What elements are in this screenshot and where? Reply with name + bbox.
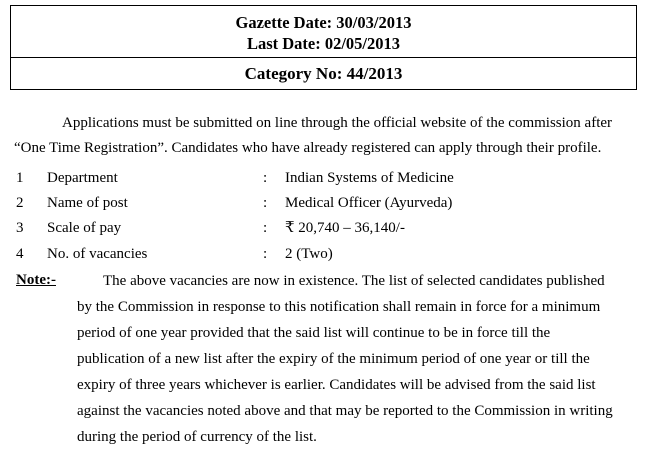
row-number: 4 <box>16 246 24 262</box>
note-line: during the period of currency of the list. <box>77 429 317 445</box>
note-line: publication of a new list after the expiry of the minimum period of one year or till the <box>77 351 590 367</box>
gazette-date: Gazette Date: 30/03/2013 <box>235 13 412 32</box>
row-number: 3 <box>16 220 24 236</box>
category-number: Category No: 44/2013 <box>244 64 403 83</box>
row-colon: : <box>263 170 268 186</box>
row-label: Scale of pay <box>47 220 122 236</box>
row-value: Medical Officer (Ayurveda) <box>285 195 453 211</box>
row-colon: : <box>263 195 268 211</box>
row-colon: : <box>263 246 268 262</box>
row-colon: : <box>263 220 268 236</box>
detail-row-vacancies <box>16 242 636 267</box>
detail-row-post <box>16 191 636 216</box>
note-line: The above vacancies are now in existence. The list of selected candidates published <box>103 273 605 289</box>
row-label: Department <box>47 170 118 186</box>
row-label: Name of post <box>47 195 128 211</box>
intro-line-1: Applications must be submitted on line through the official website of the commission after <box>62 115 613 131</box>
detail-row-pay <box>16 216 636 241</box>
header-box <box>10 5 637 90</box>
row-value: ₹ 20,740 – 36,140/- <box>285 220 405 236</box>
row-number: 2 <box>16 195 24 211</box>
last-date: Last Date: 02/05/2013 <box>246 34 401 53</box>
note-line: expiry of three years whichever is earlier. Candidates will be advised from the said list <box>77 377 596 393</box>
note-heading: Note:- <box>16 272 56 288</box>
note-line: against the vacancies noted above and that may be reported to the Commission in writing <box>77 403 613 419</box>
row-label: No. of vacancies <box>47 246 148 262</box>
detail-row-department <box>16 166 636 191</box>
note-line: period of one year provided that the said list will continue to be in force till the <box>77 325 551 341</box>
row-value: Indian Systems of Medicine <box>285 170 454 186</box>
note-line: by the Commission in response to this notification shall remain in force for a minimum <box>77 299 601 315</box>
dates-section <box>11 6 636 58</box>
intro-line-2: “One Time Registration”. Candidates who have already registered can apply through their profile. <box>14 140 602 156</box>
row-number: 1 <box>16 170 24 186</box>
row-value: 2 (Two) <box>285 246 333 262</box>
